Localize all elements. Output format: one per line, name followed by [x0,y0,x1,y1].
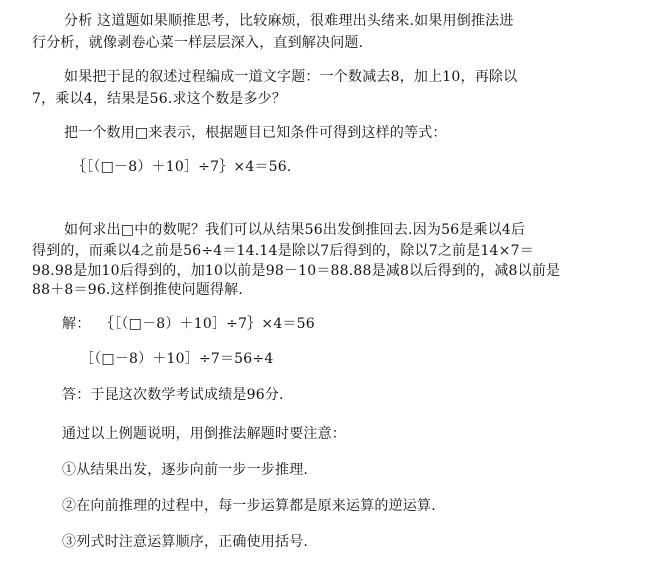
setup-text: 把一个数用□来表示，根据题目已知条件可得到这样的等式： [64,125,447,141]
setup-equation: ｛［（□－8）＋10］÷7｝×4＝56. [72,159,292,175]
reasoning-line-1: 如何求出□中的数呢？我们可以从结果56出发倒推回去.因为56是乘以4后 [64,222,526,238]
analysis-line-1: 分析 这道题如果顺推思考，比较麻烦，很难理出头绪来.如果用倒推法进 [64,13,514,29]
analysis-line-2: 行分析，就像剥卷心菜一样层层深入，直到解决问题. [32,35,364,51]
solution-label: 解： [62,316,91,332]
note-item: ②在向前推理的过程中，每一步运算都是原来运算的逆运算. [62,498,436,514]
solution-equation-2: ［（□－8）＋10］÷7＝56÷4 [80,351,274,367]
note-item: ③列式时注意运算顺序，正确使用括号. [62,534,309,550]
reasoning-line-2: 得到的，而乘以4之前是56÷4＝14.14是除以7后得到的，除以7之前是14×7＝ [32,243,534,259]
problem-line-1: 如果把于昆的叙述过程编成一道文字题：一个数减去8，加上10，再除以 [64,69,518,85]
reasoning-line-3: 98.98是加10后得到的，加10以前是98－10＝88.88是减8以后得到的，减8以前是 [32,263,561,279]
reasoning-line-4: 88＋8＝96.这样倒推使问题得解. [32,282,244,298]
problem-line-2: 7，乘以4，结果是56.求这个数是多少？ [32,91,287,107]
notes-intro: 通过以上例题说明，用倒推法解题时要注意： [62,426,346,442]
answer-text: 答：于昆这次数学考试成绩是96分. [62,387,284,403]
solution-equation-1: ｛［（□－8）＋10］÷7｝×4＝56 [100,316,315,332]
note-item: ①从结果出发，逐步向前一步一步推理. [62,462,309,478]
